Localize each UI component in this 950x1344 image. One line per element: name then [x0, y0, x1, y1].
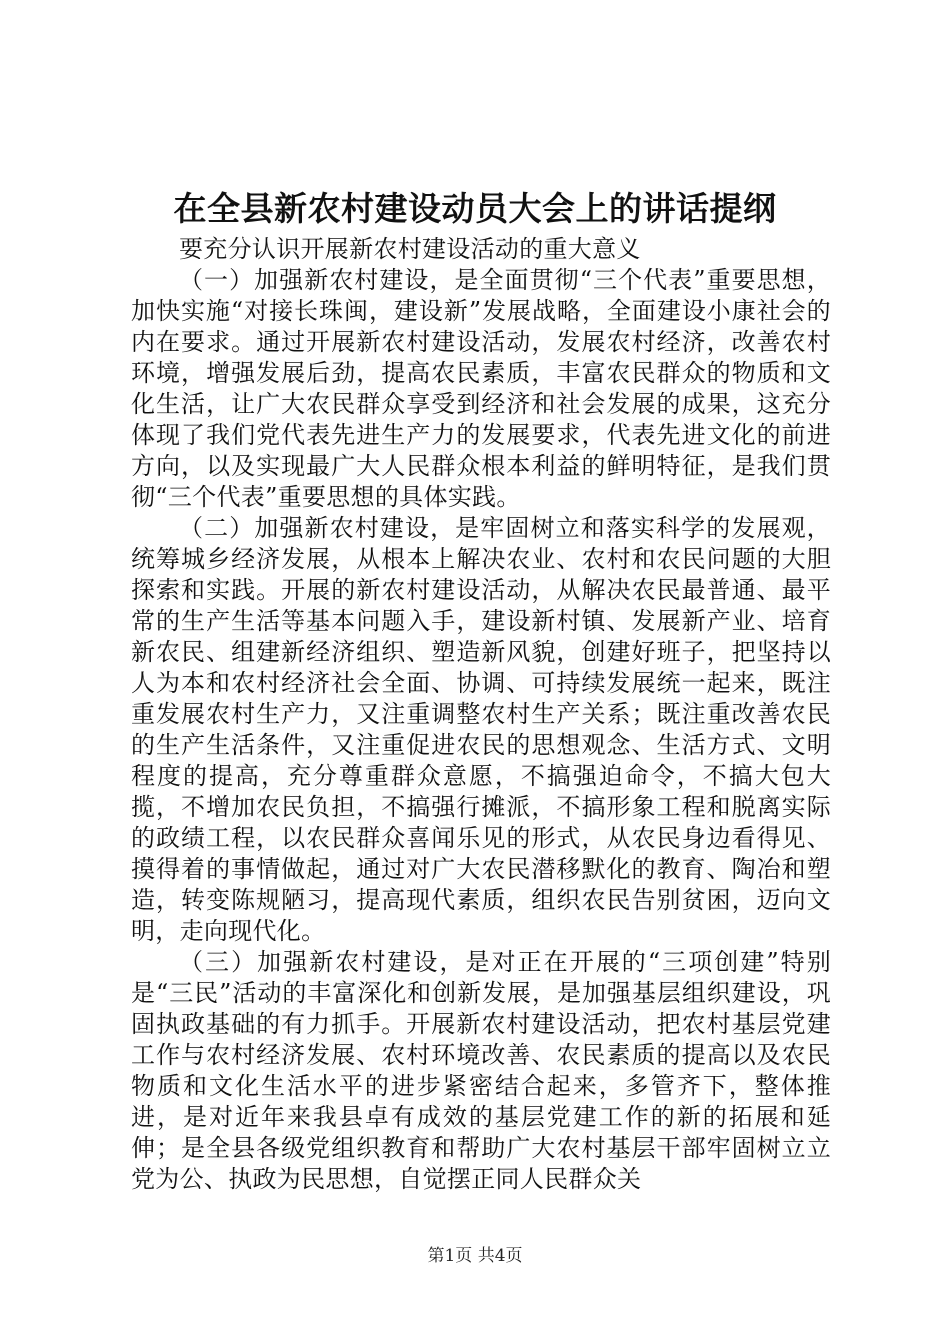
page-number-footer: 第1页 共4页: [427, 1246, 523, 1266]
paragraph-3: （三）加强新农村建设，是对正在开展的“三项创建”特别是“三民”活动的丰富深化和创新发展，是加强基层组织建设，巩固执政基础的有力抓手。开展新农村建设活动，把农村基层党建工作与农村经济发展、农村环境改善、农民素质的提高以及农民物质和文化生活水平的进步紧密结合起来，多管齐下，整体推进，是对近年来我县卓有成效的基层党建工作的新的拓展和延伸；是全县各级党组织教育和帮助广大农村基层干部牢固树立立党为公、执政为民思想，自觉摆正同人民群众关: [131, 948, 831, 1193]
paragraph-2: （二）加强新农村建设，是牢固树立和落实科学的发展观，统筹城乡经济发展，从根本上解决农业、农村和农民问题的大胆探索和实践。开展的新农村建设活动，从解决农民最普通、最平常的生产生活等基本问题入手，建设新村镇、发展新产业、培育新农民、组建新经济组织、塑造新风貌，创建好班子，把坚持以人为本和农村经济社会全面、协调、可持续发展统一起来，既注重发展农村生产力，又注重调整农村生产关系；既注重改善农民的生产生活条件，又注重促进农民的思想观念、生活方式、文明程度的提高，充分尊重群众意愿，不搞强迫命令，不搞大包大揽，不增加农民负担，不搞强行摊派，不搞形象工程和脱离实际的政绩工程，以农民群众喜闻乐见的形式，从农民身边看得见、摸得着的事情做起，通过对广大农民潜移默化的教育、陶冶和塑造，转变陈规陋习，提高现代素质，组织农民告别贫困，迈向文明，走向现代化。: [131, 514, 831, 945]
paragraph-1: （一）加强新农村建设，是全面贯彻“三个代表”重要思想，加快实施“对接长珠闽，建设新”发展战略，全面建设小康社会的内在要求。通过开展新农村建设活动，发展农村经济，改善农村环境，增强发展后劲，提高农民素质，丰富农民群众的物质和文化生活，让广大农民群众享受到经济和社会发展的成果，这充分体现了我们党代表先进生产力的发展要求，代表先进文化的前进方向，以及实现最广大人民群众根本利益的鲜明特征，是我们贯彻“三个代表”重要思想的具体实践。: [131, 266, 831, 511]
document-body: [131, 234, 831, 1195]
document-title: 在全县新农村建设动员大会上的讲话提纲: [173, 189, 777, 228]
section-heading: 要充分认识开展新农村建设活动的重大意义: [179, 235, 641, 263]
